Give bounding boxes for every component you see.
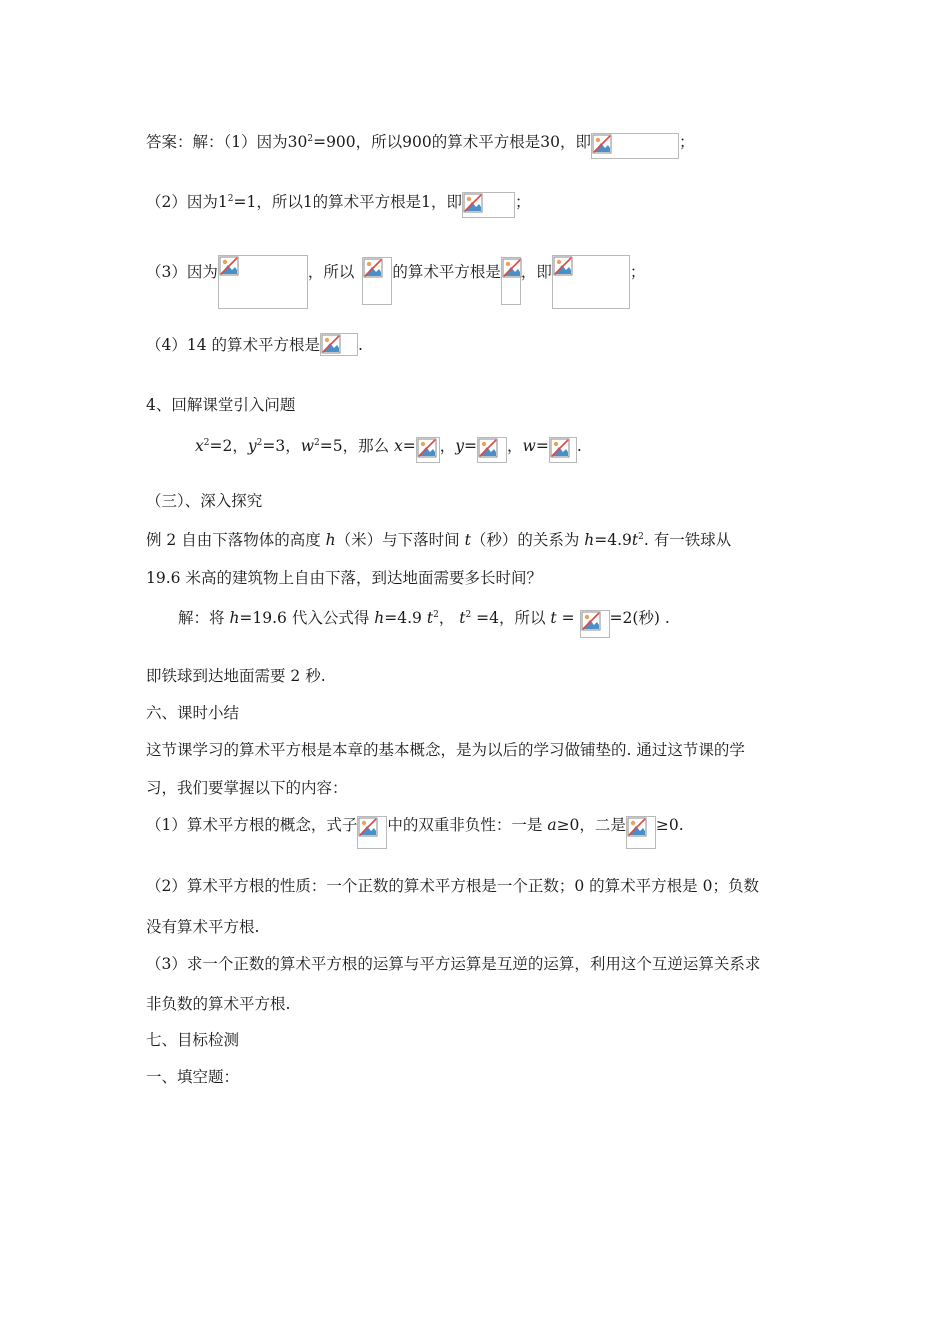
text: =19.6 代入公式得 [239, 609, 375, 627]
var: t [631, 531, 639, 549]
summary-paragraph-line-1: 这节课学习的算术平方根是本章的基本概念，是为以后的学习做铺垫的. 通过这节课的学 [146, 741, 745, 759]
formula-image-placeholder [552, 255, 630, 309]
broken-image-icon [592, 134, 612, 154]
text: （3）因为 [146, 263, 218, 281]
text: =4，所以 [471, 609, 551, 627]
summary-item-3-line-2: 非负数的算术平方根. [146, 995, 291, 1013]
text: . [358, 336, 363, 354]
formula-image-placeholder [218, 255, 308, 309]
text: ≥0，二是 [556, 816, 626, 834]
broken-image-icon [219, 256, 239, 276]
var: y [455, 437, 465, 455]
summary-item-2-line-2: 没有算术平方根. [146, 918, 260, 936]
section-heading-3: （三）、深入探究 [146, 492, 263, 510]
broken-image-icon [417, 438, 437, 458]
text: = [535, 437, 549, 455]
text: 的算术平方根是 [392, 263, 501, 281]
formula-image-placeholder [362, 257, 392, 305]
broken-image-icon [363, 258, 383, 278]
text: = [464, 437, 478, 455]
broken-image-icon [478, 438, 498, 458]
section-heading-4: 4、回解课堂引入问题 [146, 396, 296, 414]
text: =2， [209, 437, 248, 455]
text: =4.9 [594, 531, 632, 549]
superscript: 2 [307, 134, 314, 144]
example-2-line-1 [146, 527, 731, 550]
section-heading-6: 六、课时小结 [146, 704, 240, 722]
summary-item-3-line-1: （3）求一个正数的算术平方根的运算与平方运算是互逆的运算，利用这个互逆运算关系求 [146, 955, 761, 973]
text: =5，那么 [319, 437, 394, 455]
summary-paragraph-line-2: 习，我们要掌握以下的内容： [146, 779, 348, 797]
text: ， [439, 437, 456, 455]
answer-line-3 [146, 262, 645, 316]
answer-line-4 [146, 335, 363, 358]
text: =4.9 [384, 609, 427, 627]
broken-image-icon [502, 258, 522, 278]
var: x [394, 437, 403, 455]
summary-item-1 [146, 815, 684, 848]
superscript: 2 [227, 194, 234, 204]
var: h [229, 609, 240, 627]
broken-image-icon [321, 334, 341, 354]
text: ； [678, 133, 695, 151]
superscript: 2 [433, 610, 439, 620]
text: =1，所以1的算术平方根是1，即 [233, 193, 463, 211]
section-4-equations [195, 433, 582, 459]
var: t [426, 609, 434, 627]
solution-conclusion: 即铁球到达地面需要 2 秒. [146, 667, 326, 685]
formula-image-placeholder [477, 437, 507, 463]
broken-image-icon [581, 611, 601, 631]
text: （米）与下落时间 [335, 531, 465, 549]
text: 中的双重非负性：一是 [387, 816, 548, 834]
broken-image-icon [627, 817, 647, 837]
var: w [522, 437, 536, 455]
text: ，即 [520, 263, 552, 281]
answer-line-1 [146, 129, 694, 155]
text: = [556, 609, 580, 627]
formula-image-placeholder [357, 816, 387, 849]
formula-image-placeholder [549, 437, 577, 463]
section-heading-7: 七、目标检测 [146, 1031, 240, 1049]
text: =2(秒) . [609, 609, 670, 627]
formula-image-placeholder [320, 333, 358, 356]
text: = [402, 437, 416, 455]
var: w [300, 437, 314, 455]
superscript: 2 [465, 610, 472, 620]
var: t [459, 609, 466, 627]
summary-item-2-line-1: （2）算术平方根的性质：一个正数的算术平方根是一个正数；0 的算术平方根是 0；负数 [146, 877, 759, 895]
text: ； [515, 193, 531, 211]
text: ， [507, 437, 523, 455]
text: （秒）的关系为 [470, 531, 585, 549]
text: . [576, 437, 582, 455]
var: t [464, 531, 471, 549]
formula-image-placeholder [626, 816, 656, 849]
text: =900，所以900的算术平方根是30，即 [313, 133, 591, 151]
formula-image-placeholder [580, 610, 610, 638]
var: t [550, 609, 557, 627]
superscript: 2 [638, 532, 644, 542]
var: a [547, 816, 557, 834]
superscript: 2 [313, 438, 320, 448]
formula-image-placeholder [416, 437, 440, 463]
formula-image-placeholder [591, 133, 679, 159]
text: . 有一铁球从 [643, 531, 732, 549]
var: h [374, 609, 385, 627]
text: （1）算术平方根的概念，式子 [146, 816, 358, 834]
text: 例 2 自由下落物体的高度 [146, 531, 326, 549]
formula-image-placeholder [462, 192, 515, 218]
var: h [584, 531, 595, 549]
var: y [247, 437, 257, 455]
broken-image-icon [550, 438, 570, 458]
subsection-fill-in-blank: 一、填空题： [146, 1068, 240, 1086]
broken-image-icon [358, 817, 378, 837]
text: （2）因为1 [146, 193, 228, 211]
text: =3， [262, 437, 301, 455]
superscript: 2 [203, 438, 210, 448]
broken-image-icon [553, 256, 573, 276]
text: 答案：解：（1）因为30 [146, 133, 308, 151]
var: h [325, 531, 336, 549]
formula-image-placeholder [501, 257, 521, 305]
text: 解：将 [178, 609, 230, 627]
solution-line [178, 605, 670, 633]
superscript: 2 [256, 438, 263, 448]
broken-image-icon [463, 193, 483, 213]
text: ≥0. [655, 816, 684, 834]
example-2-line-2: 19.6 米高的建筑物上自由下落，到达地面需要多长时间？ [146, 569, 542, 587]
answer-line-2 [146, 189, 531, 215]
text: （4）14 的算术平方根是 [146, 336, 321, 354]
text: ； [629, 263, 646, 281]
var: x [195, 437, 204, 455]
text: ，所以 [307, 263, 355, 281]
text: ， [438, 609, 460, 627]
